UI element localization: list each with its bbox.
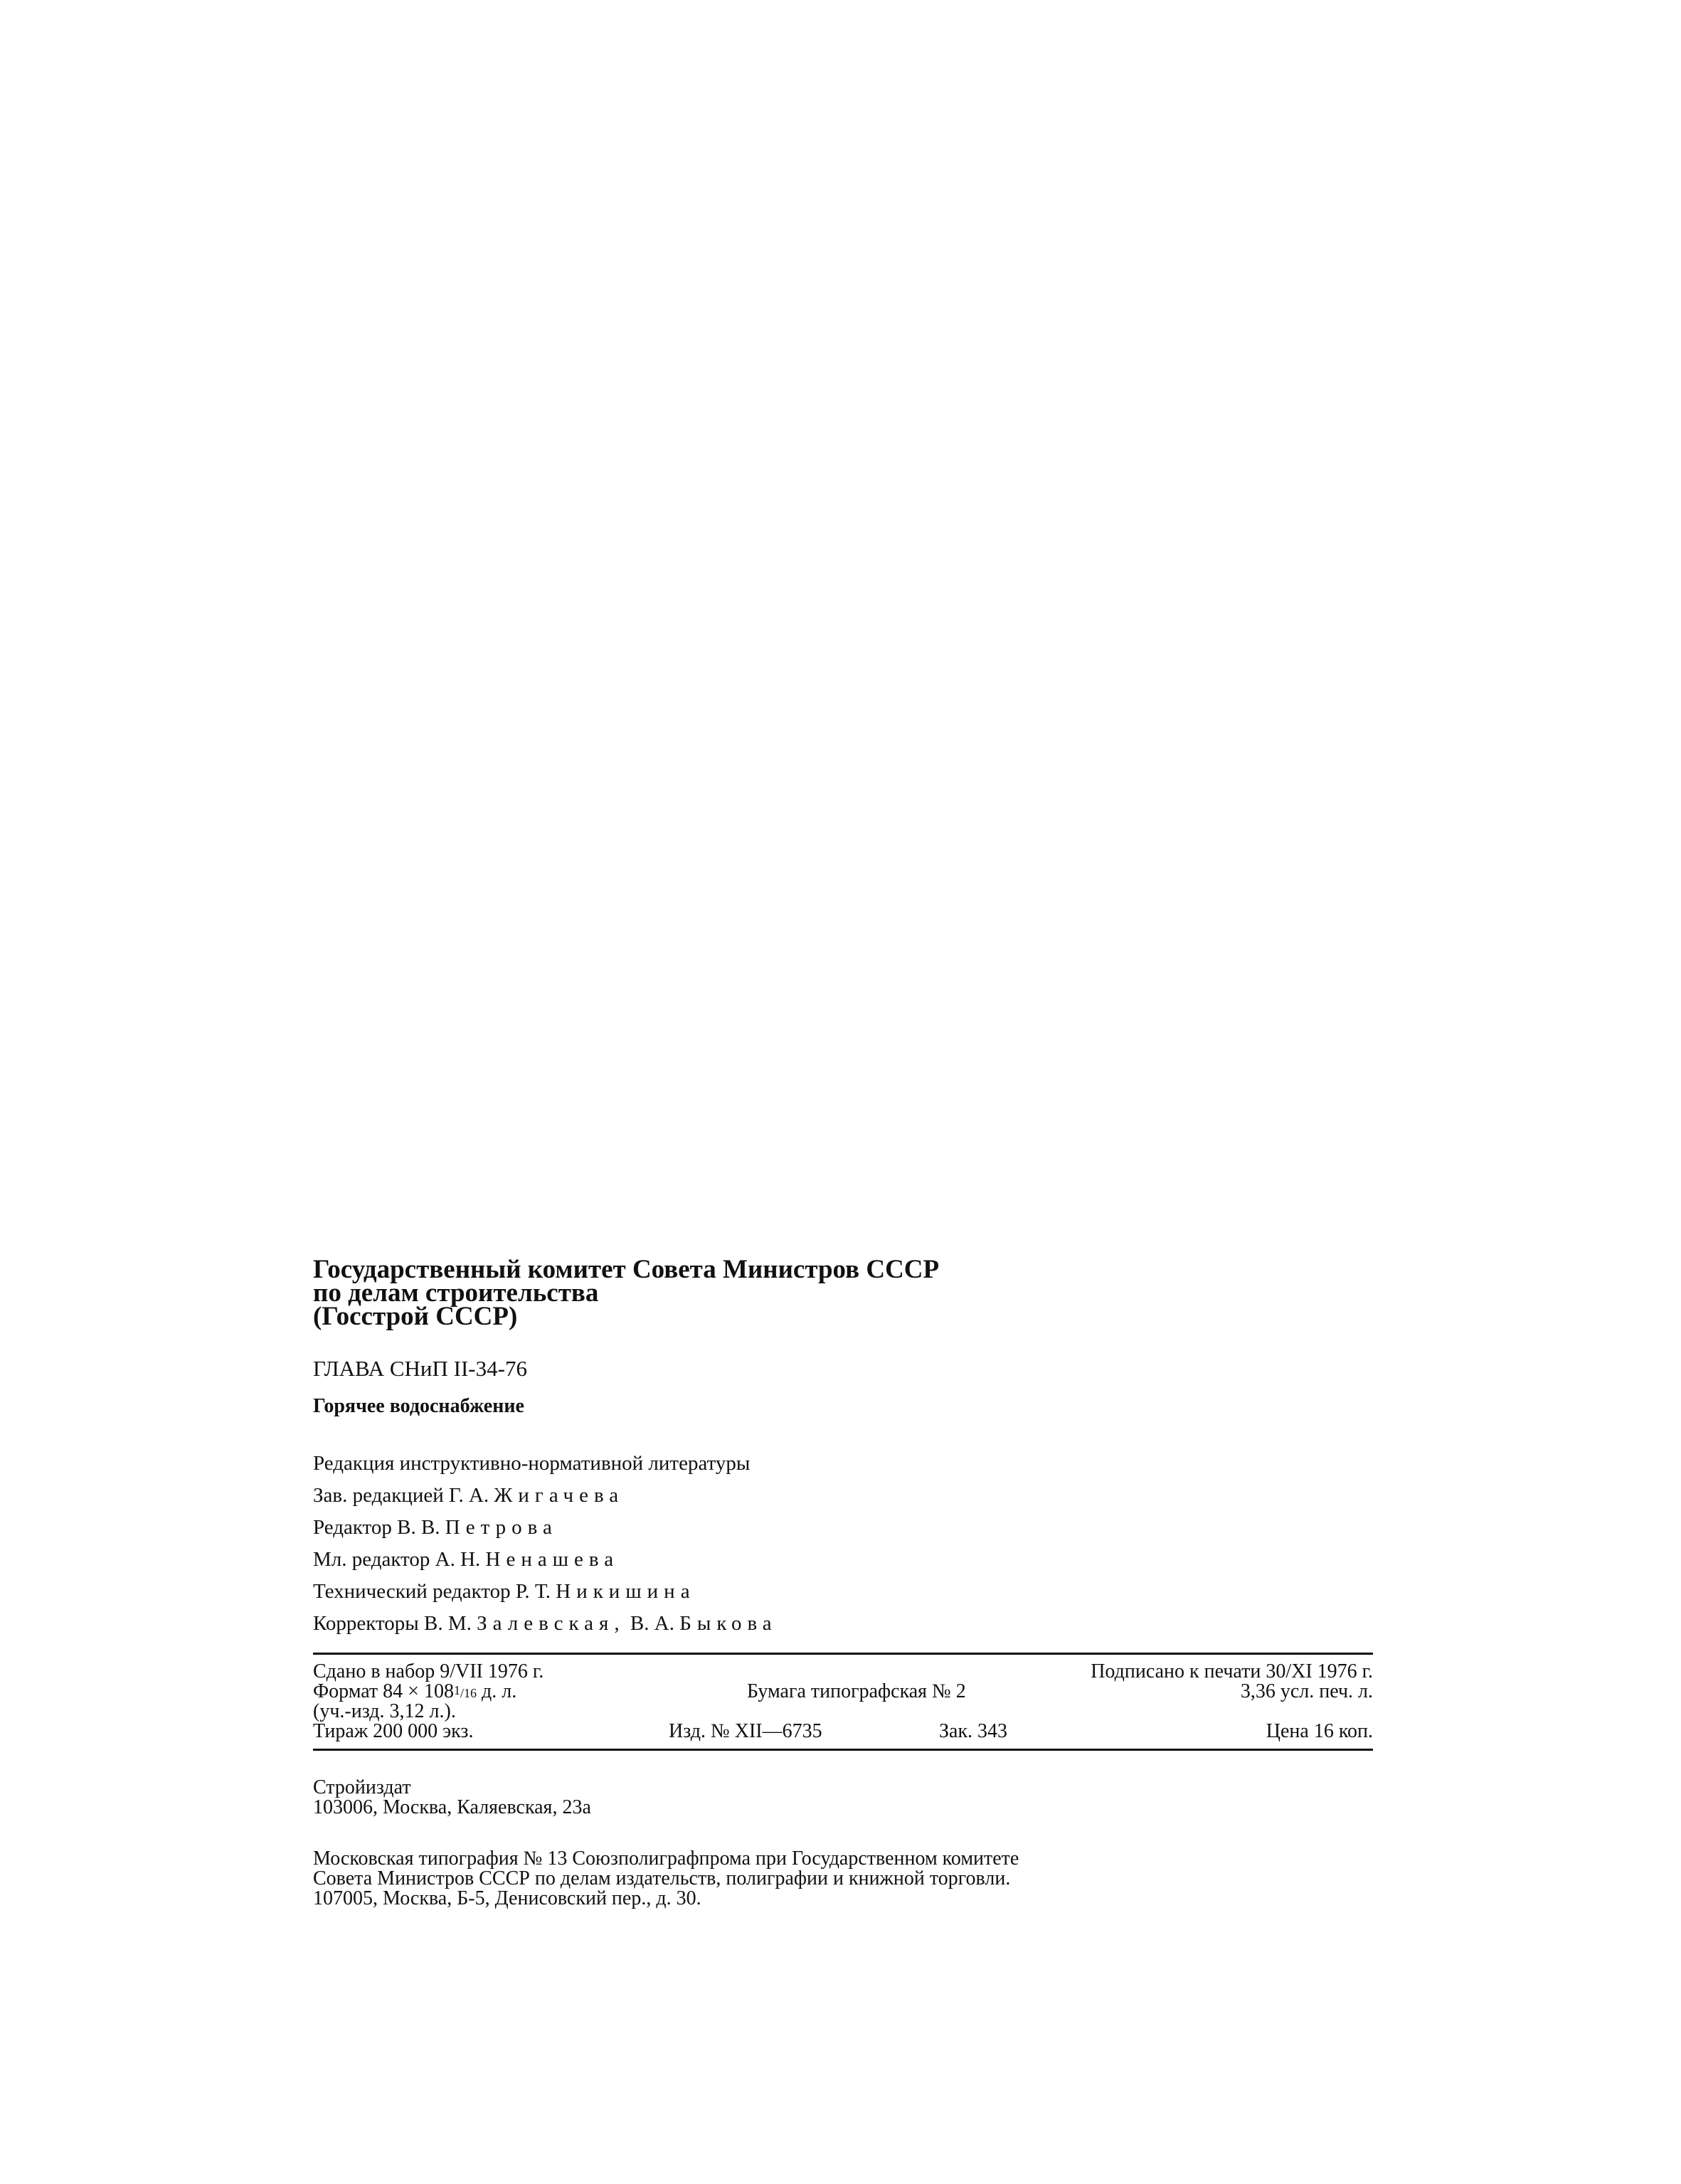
price: Цена 16 коп. [1266, 1720, 1373, 1742]
junior-editor-role: Мл. редактор А. Н. [313, 1548, 481, 1571]
editorial-office: Редакция инструктивно-нормативной литературы [313, 1452, 751, 1475]
editorial-credits [313, 1448, 1373, 1640]
technical-editor-name: Никишина [556, 1580, 696, 1603]
corrector-1-name: Залевская, [477, 1612, 625, 1635]
organization-line-2: по делам строительства [313, 1278, 599, 1308]
signed-date: Подписано к печати 30/XI 1976 г. [1091, 1660, 1373, 1682]
edition-number: Изд. № XII—6735 [669, 1720, 822, 1742]
publisher-sheets: (уч.-изд. 3,12 л.). [313, 1700, 456, 1722]
head-of-office-credit [313, 1480, 1373, 1512]
imprint-row-format [313, 1682, 1373, 1702]
technical-editor-credit [313, 1576, 1373, 1608]
imprint-block [313, 1653, 1373, 1751]
correctors-role: Корректоры В. М. [313, 1612, 472, 1635]
head-role: Зав. редакцией Г. А. [313, 1484, 489, 1507]
corrector-2-initials: В. А. [630, 1612, 674, 1635]
format-sup: 1 [453, 1683, 460, 1697]
junior-editor-name: Ненашева [485, 1548, 620, 1571]
publisher-address: 103006, Москва, Каляевская, 23а [313, 1796, 591, 1818]
imprint-row-publisher-sheets [313, 1702, 1373, 1722]
format-sub: /16 [460, 1686, 477, 1700]
printer-line-2: Совета Министров СССР по делам издательств, полиграфии и книжной торговли. [313, 1867, 1011, 1889]
publisher-info [313, 1778, 1373, 1818]
format-suffix: д. л. [476, 1680, 517, 1702]
corrector-2-name: Быкова [679, 1612, 778, 1635]
imprint-row-run [313, 1722, 1373, 1742]
technical-editor-role: Технический редактор Р. Т. [313, 1580, 551, 1603]
printer-line-3: 107005, Москва, Б-5, Денисовский пер., д. 30. [313, 1887, 701, 1909]
organization-heading [313, 1255, 1373, 1331]
imprint-row-dates [313, 1662, 1373, 1682]
head-name: Жигачева [494, 1484, 625, 1507]
editor-credit [313, 1512, 1373, 1544]
format-prefix: Формат 84 × 108 [313, 1680, 454, 1702]
paper-type: Бумага типографская № 2 [747, 1680, 966, 1702]
printer-line-1: Московская типография № 13 Союзполиграфпрома при Государственном комитете [313, 1848, 1019, 1870]
print-run: Тираж 200 000 экз. [313, 1720, 474, 1742]
organization-line-1: Государственный комитет Совета Министров СССР [313, 1255, 940, 1284]
colophon [313, 1255, 1373, 1909]
subject-title: Горячее водоснабжение [313, 1395, 524, 1417]
correctors-credit [313, 1608, 1373, 1640]
junior-editor-credit [313, 1544, 1373, 1576]
publisher-name: Стройиздат [313, 1776, 411, 1798]
chapter-title: ГЛАВА СНиП II-34-76 [313, 1356, 527, 1381]
printer-info [313, 1849, 1373, 1909]
printed-sheets: 3,36 усл. печ. л. [1240, 1680, 1373, 1702]
order-number: Зак. 343 [939, 1720, 1008, 1742]
typeset-date: Сдано в набор 9/VII 1976 г. [313, 1660, 544, 1682]
editor-name: Петрова [445, 1516, 558, 1539]
editor-role: Редактор В. В. [313, 1516, 440, 1539]
organization-line-3: (Госстрой СССР) [313, 1302, 518, 1331]
